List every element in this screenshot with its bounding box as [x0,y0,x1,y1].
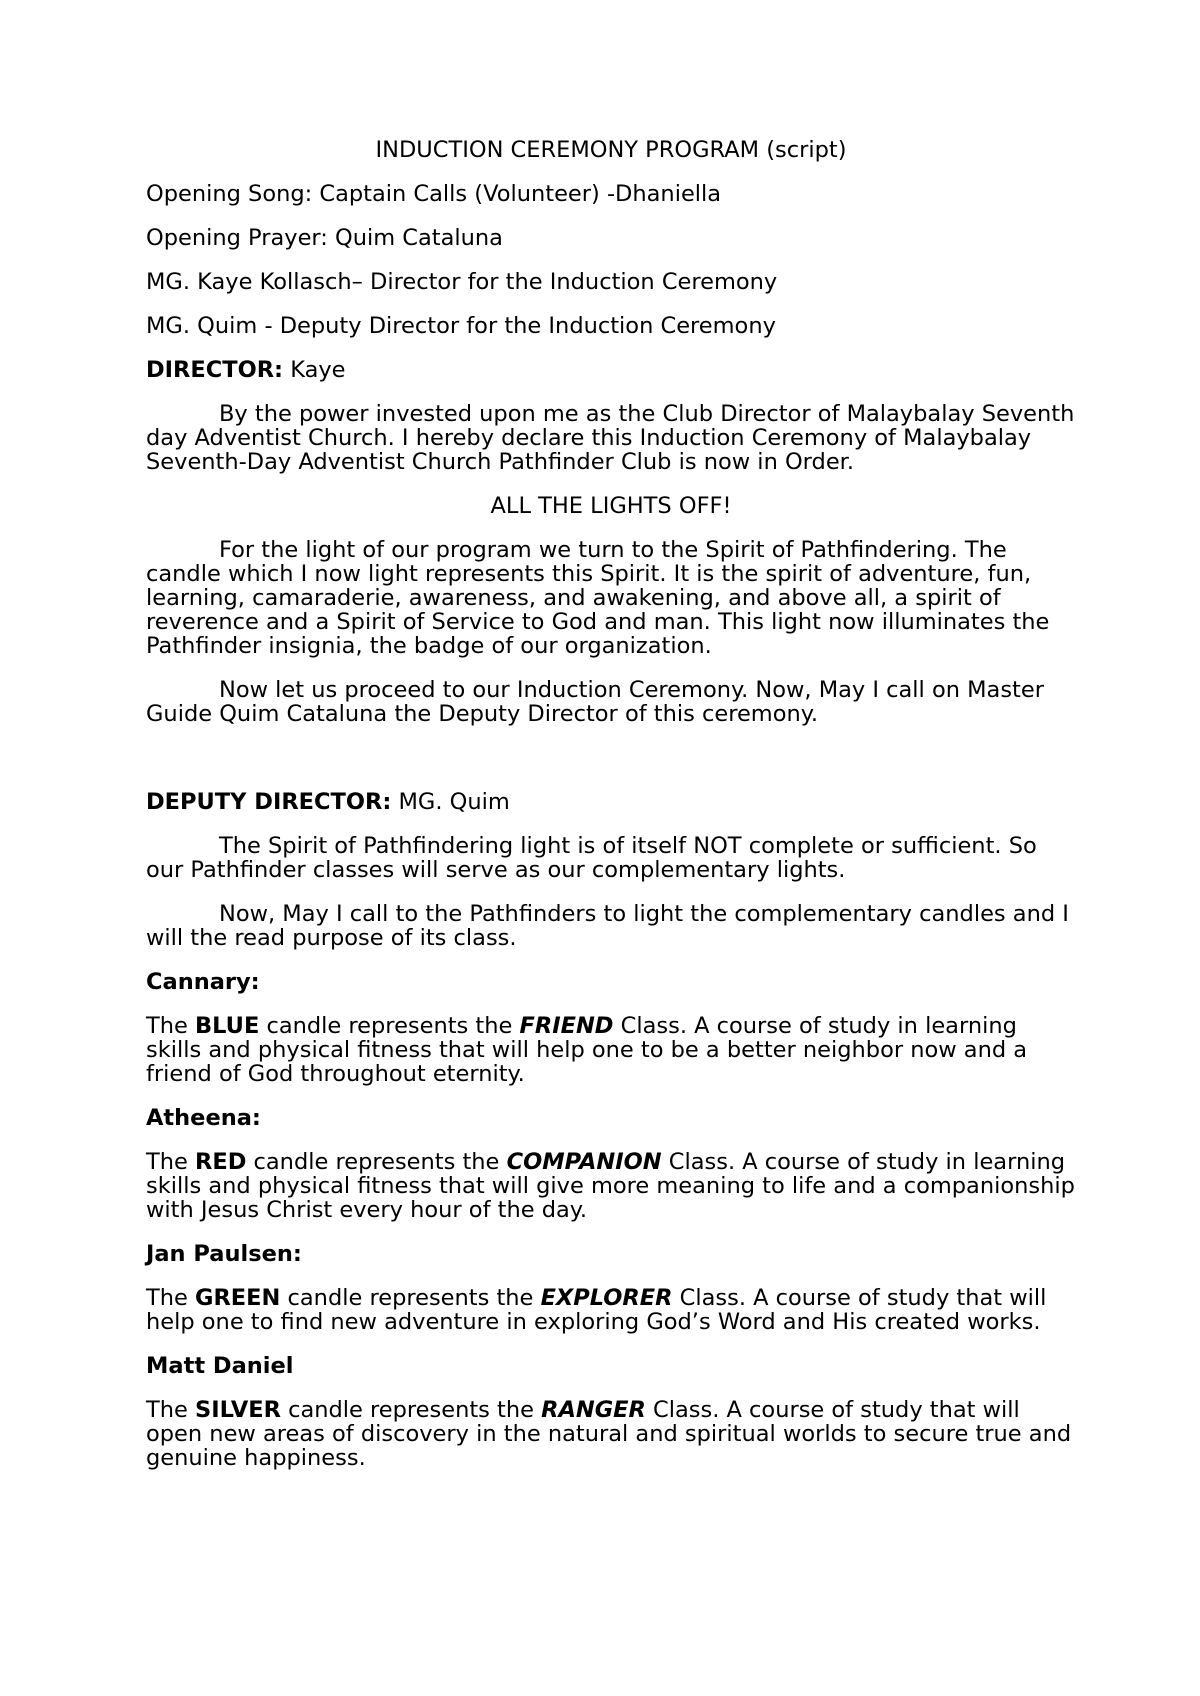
deputy-assignment-line: MG. Quim - Deputy Director for the Induction Ceremony [146,313,776,339]
director-paragraph-2: For the light of our program we turn to the Spirit of Pathfindering. The candle which I now light represents this Spirit. It is the spirit of adventure, fun, learning, camaraderie, awareness, and awakening, and above all, a spirit of reverence and a Spirit of Service to God and man. This light now illuminates the Pathfinder insignia, the badge of our organization. [146,537,1050,659]
document-page [146,138,1076,1490]
director-paragraph-3: Now let us proceed to our Induction Ceremony. Now, May I call on Master Guide Quim Cataluna the Deputy Director of this ceremony. [146,677,1044,727]
director-heading [146,358,1076,382]
section-spacer [146,746,1076,790]
deputy-heading [146,790,1076,814]
director-label: DIRECTOR: [146,357,284,383]
document-title: INDUCTION CEREMONY PROGRAM (script) [375,137,847,163]
class-speaker: Cannary: [146,969,260,995]
deputy-label: DEPUTY DIRECTOR: [146,789,392,815]
class-speaker: Atheena: [146,1105,261,1131]
deputy-name: MG. Quim [391,789,510,815]
class-description: The SILVER candle represents the RANGER Class. A course of study that will open new areas of discovery in the natural and spiritual worlds to secure true and genuine happiness. [146,1397,1072,1471]
class-description: The RED candle represents the COMPANION Class. A course of study in learning skills and physical fitness that will give more meaning to life and a companionship with Jesus Christ every hour of the day. [146,1149,1075,1223]
director-name: Kaye [283,357,346,383]
class-description: The GREEN candle represents the EXPLORER Class. A course of study that will help one to find new adventure in exploring God’s Word and His created works. [146,1285,1047,1335]
opening-song-line: Opening Song: Captain Calls (Volunteer) -Dhaniella [146,181,722,207]
director-paragraph-1: By the power invested upon me as the Club Director of Malaybalay Seventh day Adventist Church. I hereby declare this Induction Ceremony of Malaybalay Seventh-Day Adventist Church Pathfinder Club is now in Order. [146,401,1075,475]
deputy-paragraph-1: The Spirit of Pathfindering light is of itself NOT complete or sufficient. So our Pathfinder classes will serve as our complementary lights. [146,833,1037,883]
class-speaker: Jan Paulsen: [146,1241,302,1267]
director-assignment-line: MG. Kaye Kollasch– Director for the Induction Ceremony [146,269,778,295]
class-speaker: Matt Daniel [146,1353,294,1379]
lights-off-instruction: ALL THE LIGHTS OFF! [490,493,732,519]
class-description: The BLUE candle represents the FRIEND Class. A course of study in learning skills and physical fitness that will help one to be a better neighbor now and a friend of God throughout eternity. [146,1013,1028,1087]
opening-prayer-line: Opening Prayer: Quim Cataluna [146,225,503,251]
deputy-paragraph-2: Now, May I call to the Pathfinders to light the complementary candles and I will the read purpose of its class. [146,901,1069,951]
